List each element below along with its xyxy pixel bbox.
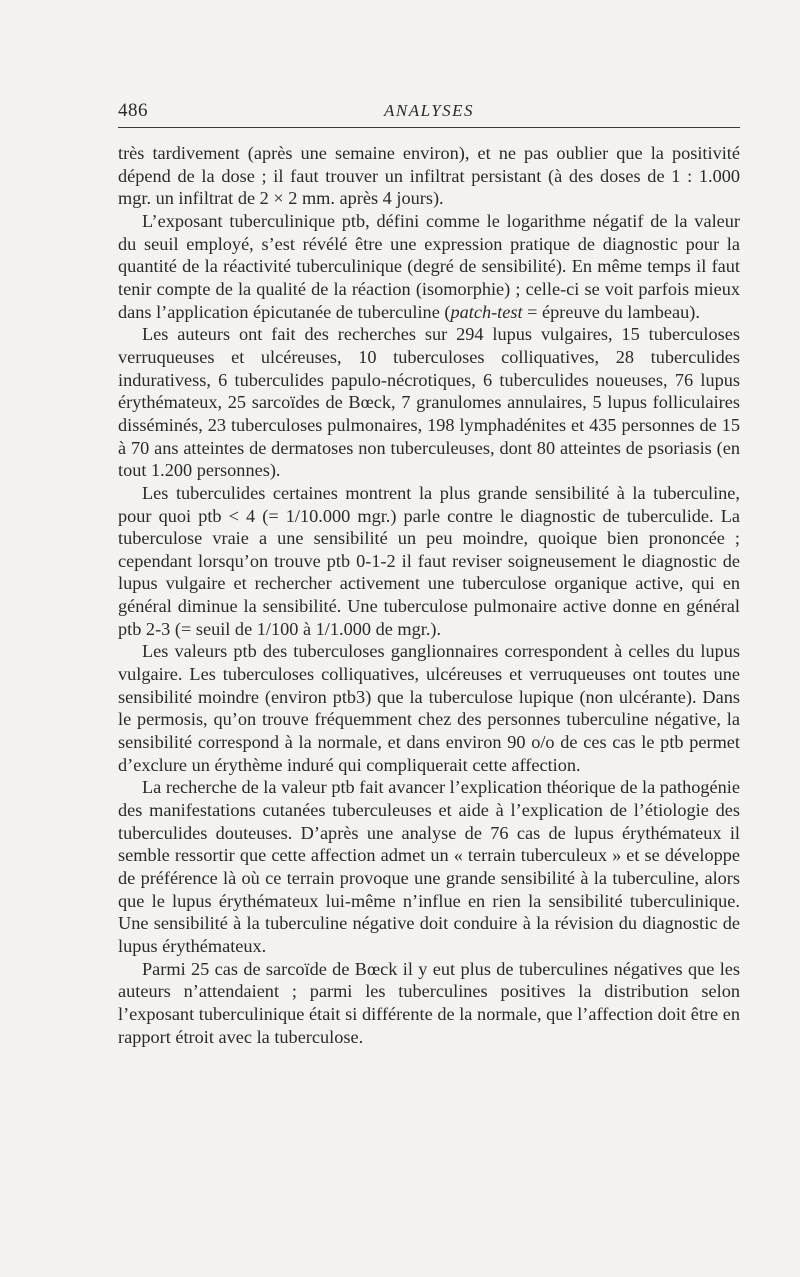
paragraph-1: très tardivement (après une semaine environ), et ne pas oublier que la positivité dépend de la dose ; il faut trouver un infiltrat persistant (à des doses de 1 : 1.000 mgr. un infiltrat de 2 × 2 mm. après 4 jours). (118, 143, 740, 209)
paragraph-2-end: = épreuve du lambeau). (522, 301, 700, 322)
paragraph-7: Parmi 25 cas de sarcoïde de Bœck il y eut plus de tuberculines négatives que les auteurs n’attendaient ; parmi les tuberculines positives la distribution selon l’exposant tuberculinique était si différente de la normale, que l’affection doit être en rapport étroit avec la tuberculose. (118, 958, 740, 1047)
paragraph-2 (118, 210, 740, 323)
page-header (118, 100, 740, 122)
article-body (118, 142, 740, 1048)
paragraph-5: Les valeurs ptb des tuberculoses ganglionnaires correspondent à celles du lupus vulgaire. Les tuberculoses colliquatives, ulcéreuses et verruqueuses ont toutes une sensibilité moindre (environ ptb3) que la tuberculose lupique (non ulcérante). Dans le permosis, qu’on trouve fréquemment chez des personnes tuberculine négative, la sensibilité correspond à la normale, et dans environ 90 o/o de ces cas le ptb permet d’exclure un érythème induré qui compliquerait cette affection. (118, 641, 740, 775)
running-head: ANALYSES (383, 101, 475, 120)
header-rule (118, 127, 740, 128)
patch-test-term: patch-test (450, 301, 523, 322)
paragraph-2-text: L’exposant tuberculinique ptb, défini comme le logarithme négatif de la valeur du seuil employé, s’est révélé être une expression pratique de diagnostic pour la quantité de la réactivité tuberculinique (degré de sensibilité). En même temps il faut tenir compte de la qualité de la réaction (isomorphie) ; celle-ci se voit parfois mieux dans l’application épicutanée de tuberculine ( (118, 210, 740, 322)
paragraph-6: La recherche de la valeur ptb fait avancer l’explication théorique de la pathogénie des manifestations cutanées tuberculeuses et aide à l’explication de l’étiologie des tuberculides douteuses. D’après une analyse de 76 cas de lupus érythémateux il semble ressortir que cette affection admet un « terrain tuberculeux » et se développe de préférence là où ce terrain provoque une grande sensibilité à la tuberculine, alors que le lupus érythémateux lui-même n’influe en rien la sensibilité tuberculinique. Une sensibilité à la tuberculine négative doit conduire à la révision du diagnostic de lupus érythémateux. (118, 777, 740, 956)
paragraph-4: Les tuberculides certaines montrent la plus grande sensibilité à la tuberculine, pour quoi ptb < 4 (= 1/10.000 mgr.) parle contre le diagnostic de tuberculide. La tuberculose vraie a une sensibilité un peu moindre, quoique bien prononcée ; cependant lorsqu’on trouve ptb 0-1-2 il faut reviser soigneusement le diagnostic de lupus vulgaire et rechercher activement une tuberculose organique active, qui en général diminue la sensibilité. Une tuberculose pulmonaire active donne en général ptb 2-3 (= seuil de 1/100 à 1/1.000 de mgr.). (118, 482, 740, 639)
page-number: 486 (118, 100, 148, 121)
paragraph-3: Les auteurs ont fait des recherches sur 294 lupus vulgaires, 15 tuberculoses verruqueuses et ulcéreuses, 10 tuberculoses colliquatives, 28 tuberculides indurativess, 6 tuberculides papulo-nécrotiques, 6 tuberculides noueuses, 76 lupus érythémateux, 25 sarcoïdes de Bœck, 7 granulomes annulaires, 5 lupus folliculaires disséminés, 23 tuberculoses pulmonaires, 198 lymphadénites et 435 personnes de 15 à 70 ans atteintes de dermatoses non tuberculeuses, dont 80 atteintes de psoriasis (en tout 1.200 personnes). (118, 324, 740, 481)
